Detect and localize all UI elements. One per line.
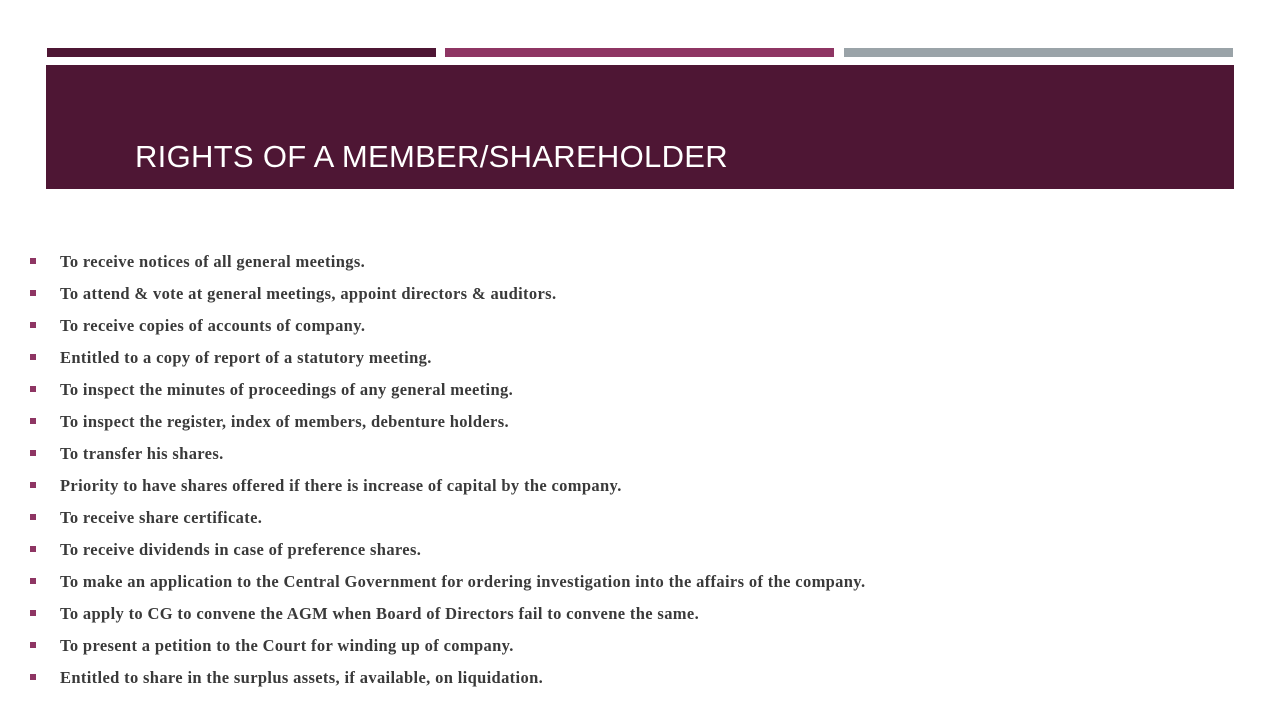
bullet-item	[28, 342, 865, 374]
square-bullet-icon	[30, 450, 36, 456]
bullet-item	[28, 534, 865, 566]
square-bullet-icon	[30, 610, 36, 616]
accent-stripe-gray	[844, 48, 1233, 57]
bullet-item	[28, 246, 865, 278]
bullet-text: To receive notices of all general meetings.	[60, 252, 366, 271]
bullet-item	[28, 566, 865, 598]
square-bullet-icon	[30, 386, 36, 392]
bullet-item	[28, 278, 865, 310]
bullet-text: To inspect the register, index of members, debenture holders.	[60, 412, 509, 431]
square-bullet-icon	[30, 514, 36, 520]
bullet-text: To apply to CG to convene the AGM when Board of Directors fail to convene the same.	[60, 604, 700, 623]
square-bullet-icon	[30, 482, 36, 488]
bullet-text: Entitled to a copy of report of a statutory meeting.	[60, 348, 432, 367]
bullet-text: To receive dividends in case of preference shares.	[60, 540, 422, 559]
bullet-item	[28, 374, 865, 406]
bullet-item	[28, 502, 865, 534]
bullet-item	[28, 310, 865, 342]
bullet-item	[28, 662, 865, 694]
square-bullet-icon	[30, 418, 36, 424]
bullet-item	[28, 406, 865, 438]
square-bullet-icon	[30, 290, 36, 296]
accent-stripe-magenta	[445, 48, 834, 57]
bullet-item	[28, 470, 865, 502]
bullet-item	[28, 438, 865, 470]
bullet-text: To receive copies of accounts of company.	[60, 316, 366, 335]
bullet-text: To present a petition to the Court for winding up of company.	[60, 636, 514, 655]
bullet-text: To receive share certificate.	[60, 508, 263, 527]
bullet-text: Priority to have shares offered if there is increase of capital by the company.	[60, 476, 622, 495]
square-bullet-icon	[30, 674, 36, 680]
square-bullet-icon	[30, 322, 36, 328]
square-bullet-icon	[30, 642, 36, 648]
slide-title: RIGHTS OF A MEMBER/SHAREHOLDER	[135, 139, 728, 174]
square-bullet-icon	[30, 258, 36, 264]
square-bullet-icon	[30, 546, 36, 552]
square-bullet-icon	[30, 578, 36, 584]
accent-stripe-dark	[47, 48, 436, 57]
bullet-text: Entitled to share in the surplus assets, if available, on liquidation.	[60, 668, 544, 687]
bullet-item	[28, 598, 865, 630]
bullet-text: To transfer his shares.	[60, 444, 224, 463]
bullet-text: To make an application to the Central Government for ordering investigation into the affairs of the company.	[60, 572, 866, 591]
bullet-text: To inspect the minutes of proceedings of any general meeting.	[60, 380, 514, 399]
square-bullet-icon	[30, 354, 36, 360]
title-band	[46, 65, 1234, 189]
bullet-text: To attend & vote at general meetings, appoint directors & auditors.	[60, 284, 557, 303]
bullet-item	[28, 630, 865, 662]
bullet-list	[28, 246, 865, 694]
